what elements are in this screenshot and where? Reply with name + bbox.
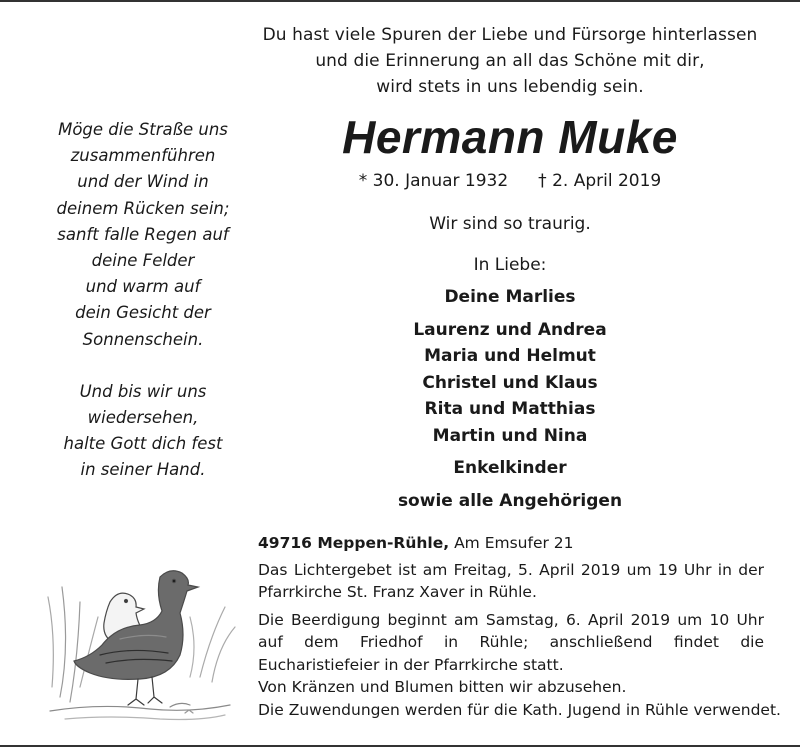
- child-couple: Rita und Matthias: [424, 399, 596, 419]
- child-couple: Christel und Klaus: [422, 372, 598, 393]
- address-city: 49716 Meppen-Rühle,: [258, 534, 450, 552]
- in-love-line: In Liebe:: [473, 255, 547, 275]
- prayer-info: Das Lichtergebet ist am Freitag, 5. April 2019 um 19 Uhr in der Pfarrkirche St. Franz Xaver in Rühle.: [258, 560, 764, 601]
- mourning-line: Wir sind so traurig.: [429, 214, 591, 234]
- child-couple: Martin und Nina: [432, 425, 588, 446]
- poem-line: wiedersehen,: [87, 408, 199, 428]
- poem: [48, 117, 238, 484]
- funeral-details: [258, 532, 781, 721]
- death-date: † 2. April 2019: [538, 171, 662, 191]
- family-list: [250, 284, 770, 514]
- poem-line: und warm auf: [85, 277, 201, 297]
- poem-line: deinem Rücken sein;: [56, 198, 230, 218]
- funeral-info: Die Beerdigung beginnt am Samstag, 6. April 2019 um 10 Uhr auf dem Friedhof in Rühle; anschließend findet die Eucharistiefeier in der Pfarrkirche statt.: [258, 610, 764, 674]
- intro-line: wird stets in uns lebendig sein.: [376, 77, 644, 97]
- poem-line: zusammenführen: [70, 146, 216, 166]
- grandchildren-label: Enkelkinder: [453, 458, 567, 478]
- poem-line: sanft falle Regen auf: [57, 224, 229, 244]
- poem-line: und der Wind in: [77, 172, 209, 192]
- poem-line: Möge die Straße uns: [58, 120, 228, 139]
- poem-line: Und bis wir uns: [79, 381, 207, 401]
- poem-line: deine Felder: [91, 251, 195, 271]
- address: [258, 532, 764, 555]
- child-couple: Maria und Helmut: [424, 346, 596, 366]
- poem-line: dein Gesicht der: [75, 303, 211, 323]
- flowers-note: Von Kränzen und Blumen bitten wir abzusehen.: [258, 678, 627, 696]
- poem-line: halte Gott dich fest: [63, 434, 223, 454]
- life-dates: [250, 168, 770, 194]
- donations-note: Die Zuwendungen werden für die Kath. Jugend in Rühle verwendet.: [258, 700, 781, 719]
- child-couple: Laurenz und Andrea: [413, 319, 607, 340]
- intro-line: und die Erinnerung an all das Schöne mit dir,: [315, 51, 705, 71]
- birth-date: * 30. Januar 1932: [358, 171, 509, 191]
- stanza-gap: [48, 353, 238, 379]
- address-street: Am Emsufer 21: [449, 534, 574, 552]
- deceased-name: Hermann Muke: [342, 111, 678, 163]
- spouse-name: Deine Marlies: [444, 287, 576, 307]
- ducks-illustration-icon: [40, 527, 240, 737]
- relatives-label: sowie alle Angehörigen: [397, 490, 623, 511]
- intro-line: Du hast viele Spuren der Liebe und Fürsorge hinterlassen: [262, 25, 758, 45]
- intro-text: [250, 22, 770, 100]
- poem-line: in seiner Hand.: [80, 460, 206, 480]
- poem-line: Sonnenschein.: [82, 329, 204, 349]
